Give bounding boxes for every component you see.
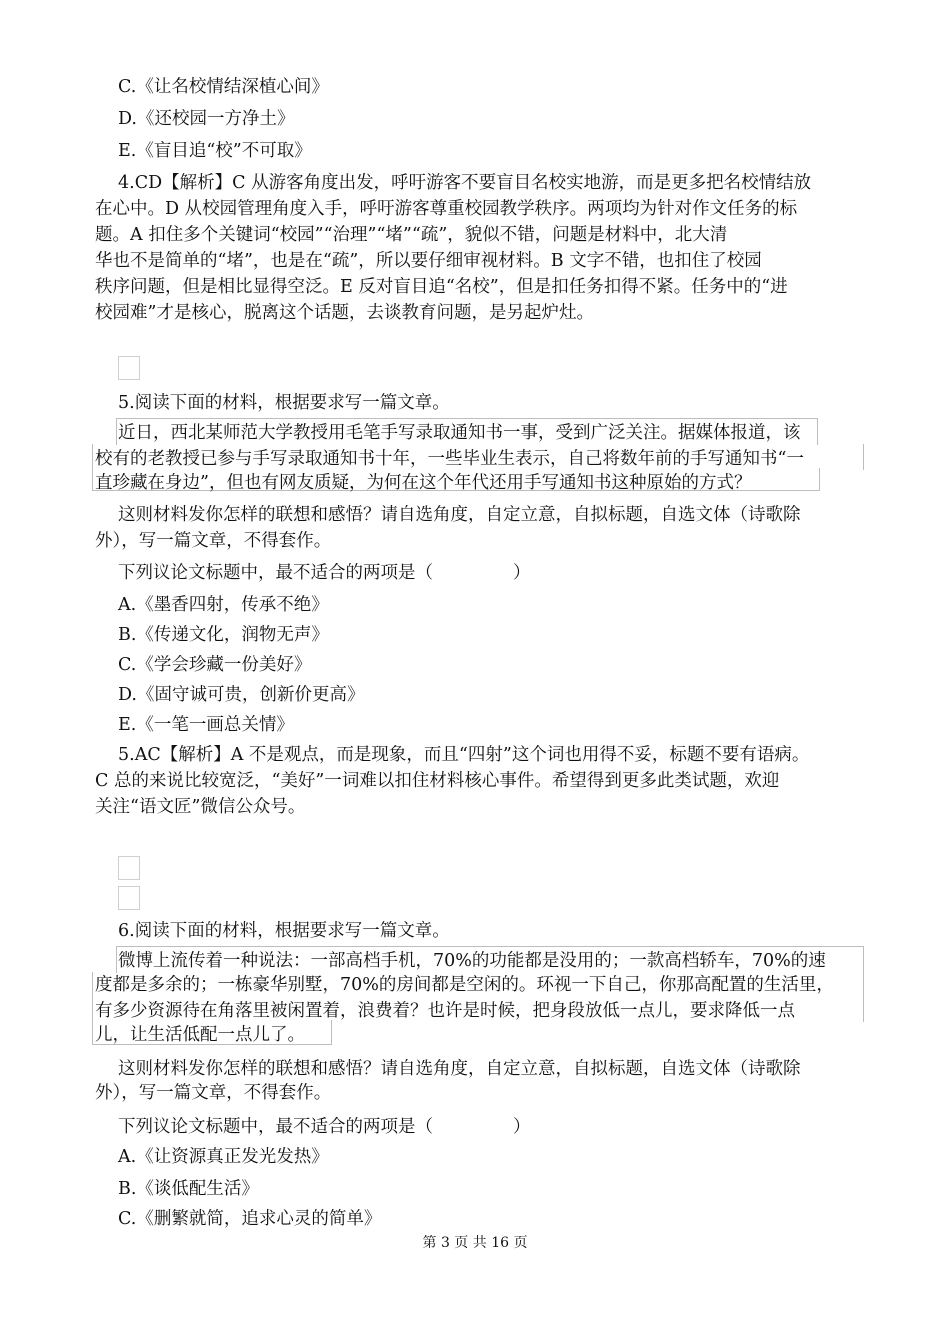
material-line: 微博上流传着一种说法：一部高档手机，70%的功能都是没用的；一款高档轿车，70%的速 [118, 951, 826, 971]
option-c: C.《删繁就简，追求心灵的简单》 [118, 1209, 382, 1229]
answer-line: 华也不是简单的“堵”，也是在“疏”，所以要仔细审视材料。B 文字不错，也扣住了校园 [95, 251, 762, 271]
empty-box [118, 356, 140, 380]
question-prompt: 下列议论文标题中，最不适合的两项是（ ） [118, 1117, 531, 1137]
answer-line: 在心中。D 从校园管理角度入手，呼吁游客尊重校园教学秩序。两项均为针对作文任务的标 [95, 199, 798, 219]
option-a: A.《让资源真正发光发热》 [118, 1147, 329, 1167]
option-a: A.《墨香四射，传承不绝》 [118, 595, 329, 615]
question-prompt: 下列议论文标题中，最不适合的两项是（ ） [118, 563, 531, 583]
answer-line: 校园难”才是核心，脱离这个话题，去谈教育问题，是另起炉灶。 [95, 303, 594, 323]
material-line: 有多少资源待在角落里被闲置着，浪费着？也许是时候，把身段放低一点儿，要求降低一点 [95, 1001, 795, 1021]
option-d: D.《固守诚可贵，创新价更高》 [118, 685, 365, 705]
option-c: C.《学会珍藏一份美好》 [118, 655, 312, 675]
answer-line: 5.AC【解析】A 不是观点，而是现象，而且“四射”这个词也用得不妥，标题不要有语病。 [118, 745, 810, 765]
answer-line: 秩序问题，但是相比显得空泛。E 反对盲目追“名校”，但是扣任务扣得不紧。任务中的“进 [95, 277, 788, 297]
requirement-line: 这则材料发你怎样的联想和感悟？请自选角度，自定立意，自拟标题，自选文体（诗歌除 [118, 1059, 801, 1079]
option-e: E.《盲目追“校”不可取》 [118, 141, 312, 161]
requirement-line: 这则材料发你怎样的联想和感悟？请自选角度，自定立意，自拟标题，自选文体（诗歌除 [118, 505, 801, 525]
option-b: B.《谈低配生活》 [118, 1179, 259, 1199]
material-line: 直珍藏在身边”，但也有网友质疑，为何在这个年代还用手写通知书这种原始的方式？ [95, 473, 752, 493]
page-footer: 第 3 页 共 16 页 [422, 1235, 528, 1251]
requirement-line: 外），写一篇文章，不得套作。 [95, 1083, 332, 1103]
option-e: E.《一笔一画总关情》 [118, 715, 294, 735]
material-line: 校有的老教授已参与手写录取通知书十年，一些毕业生表示，自己将数年前的手写通知书“一 [95, 449, 804, 469]
question-stem: 5.阅读下面的材料，根据要求写一篇文章。 [118, 393, 450, 413]
option-d: D.《还校园一方净土》 [118, 109, 295, 129]
empty-box [118, 856, 140, 880]
question-stem: 6.阅读下面的材料，根据要求写一篇文章。 [118, 921, 450, 941]
answer-line: 关注“语文匠”微信公众号。 [95, 797, 306, 817]
option-b: B.《传递文化，润物无声》 [118, 625, 329, 645]
material-line: 儿，让生活低配一点儿了。 [95, 1025, 305, 1045]
answer-line: 4.CD【解析】C 从游客角度出发，呼吁游客不要盲目名校实地游，而是更多把名校情结放 [118, 173, 812, 193]
option-c: C.《让名校情结深植心间》 [118, 77, 329, 97]
answer-line: C 总的来说比较宽泛，“美好”一词难以扣住材料核心事件。希望得到更多此类试题，欢迎 [95, 771, 780, 791]
answer-line: 题。A 扣住多个关键词“校园”“治理”“堵”“疏”，貌似不错，问题是材料中，北大清 [95, 225, 728, 245]
material-line: 度都是多余的；一栋豪华别墅，70%的房间都是空闲的。环视一下自己，你那高配置的生活里， [95, 975, 834, 995]
requirement-line: 外），写一篇文章，不得套作。 [95, 531, 332, 551]
empty-box [118, 886, 140, 910]
material-line: 近日，西北某师范大学教授用毛笔手写录取通知书一事，受到广泛关注。据媒体报道，该 [118, 423, 801, 443]
